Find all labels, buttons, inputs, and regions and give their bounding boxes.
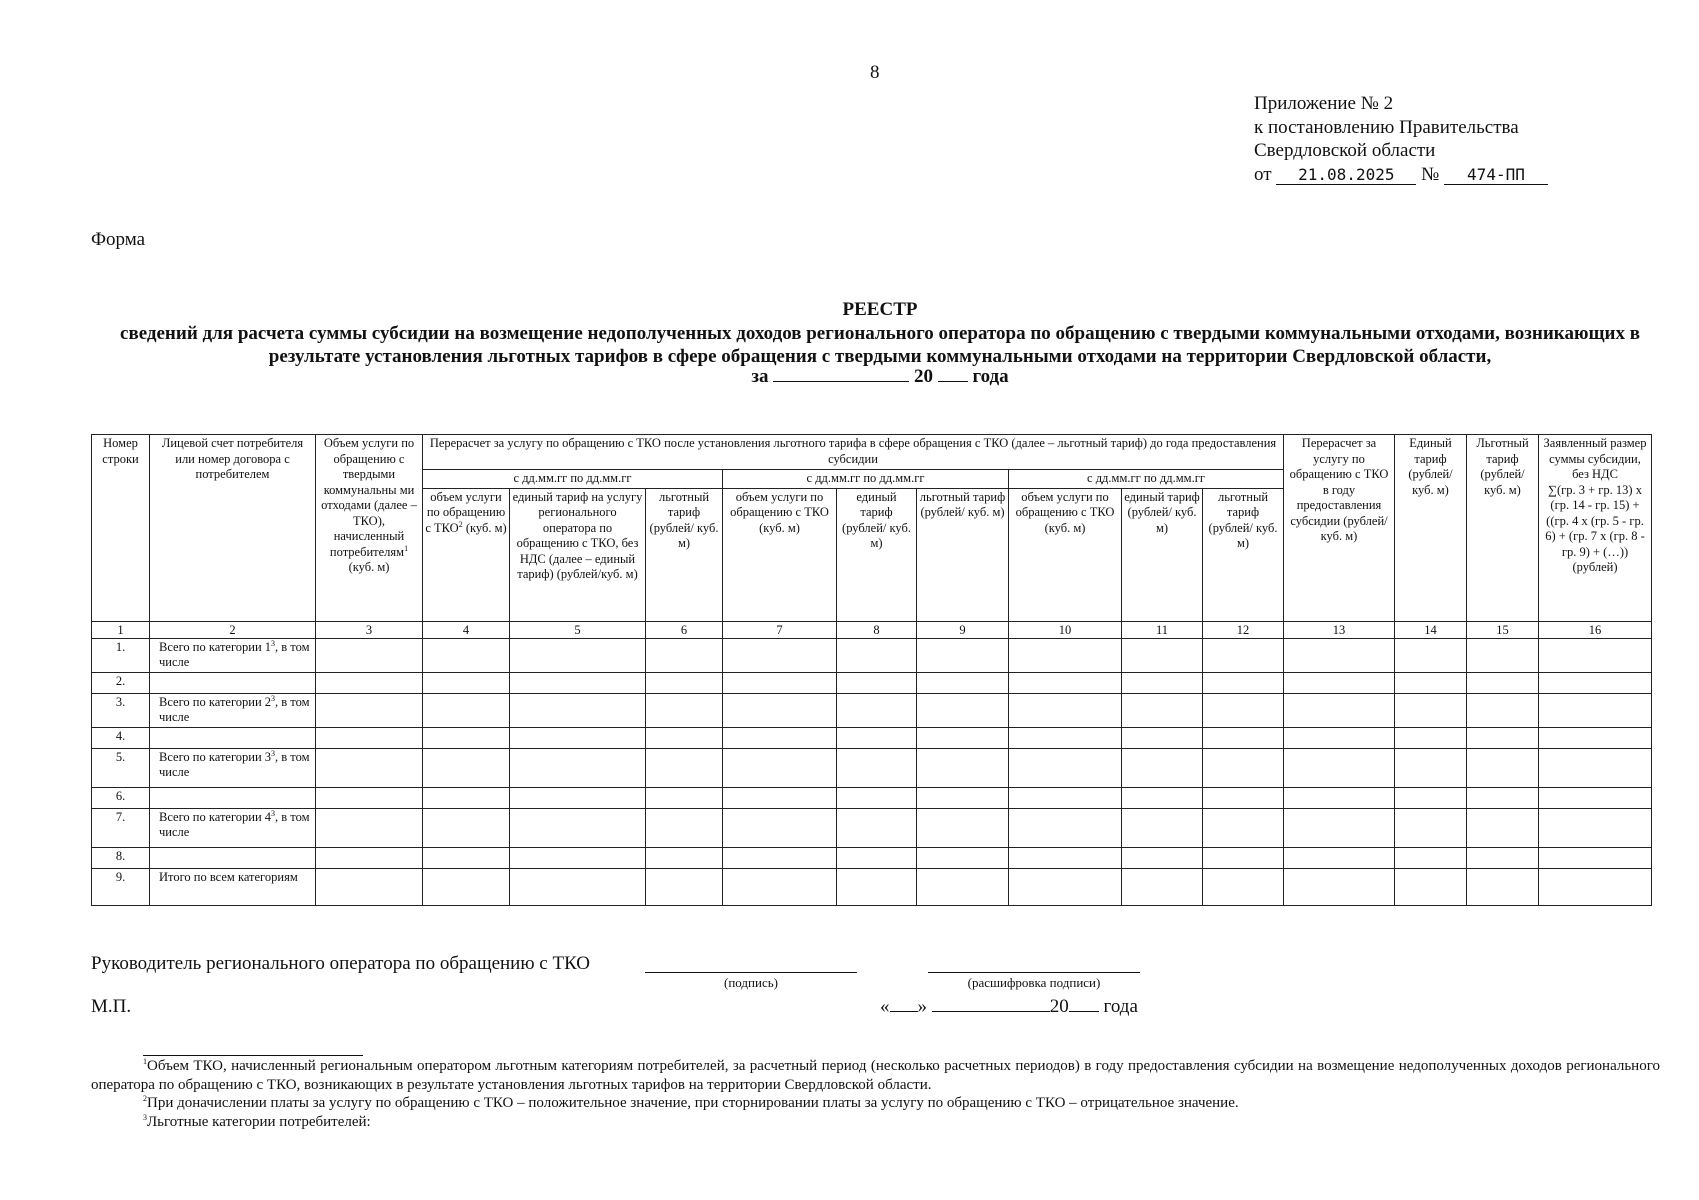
data-cell xyxy=(723,748,837,787)
data-cell xyxy=(837,727,917,748)
table-row xyxy=(92,672,1652,693)
data-cell xyxy=(1284,693,1395,727)
sub-header-volume: объем услуги по обращению с ТКО$^2$ (куб. м) xyxy=(423,488,510,621)
data-cell xyxy=(1203,672,1284,693)
data-cell xyxy=(423,808,510,847)
row-label-cell: Всего по категории $4^3$, в том числе xyxy=(150,808,316,847)
data-cell xyxy=(1009,808,1122,847)
data-cell xyxy=(316,808,423,847)
appendix-date-line xyxy=(1254,163,1548,187)
row-number-cell: 8. xyxy=(92,847,150,868)
data-cell xyxy=(1467,868,1539,905)
data-cell xyxy=(1395,672,1467,693)
data-cell xyxy=(1467,727,1539,748)
data-cell xyxy=(837,693,917,727)
period-year: 20 xyxy=(913,366,933,387)
data-cell xyxy=(1122,693,1203,727)
column-number: 4 xyxy=(423,621,510,638)
data-cell xyxy=(646,638,723,672)
sub-header-unified: единый тариф на услугу регионального оператора по обращению с ТКО, без НДС (далее – единый тариф) (рублей/куб. м) xyxy=(510,488,646,621)
row-label-cell: Итого по всем категориям xyxy=(150,868,316,905)
column-number: 7 xyxy=(723,621,837,638)
data-cell xyxy=(1203,748,1284,787)
column-number: 9 xyxy=(917,621,1009,638)
column-number: 8 xyxy=(837,621,917,638)
header-subsidy: Заявленный размер суммы субсидии, без НДС ∑(гр. 3 + гр. 13) x (гр. 14 - гр. 15) + ((гр. 4 x (гр. 5 - гр. 6) + (гр. 7 x (гр. 8 - гр. 9) + (…)) (рублей) xyxy=(1539,435,1652,622)
data-cell xyxy=(510,847,646,868)
data-cell xyxy=(837,787,917,808)
data-cell xyxy=(917,868,1009,905)
row-number-cell: 7. xyxy=(92,808,150,847)
number-prefix: № xyxy=(1421,163,1440,185)
data-cell xyxy=(1009,748,1122,787)
appendix-line-1: Приложение № 2 xyxy=(1254,93,1394,114)
table-row xyxy=(92,868,1652,905)
data-cell xyxy=(316,847,423,868)
table-row xyxy=(92,638,1652,672)
table-row xyxy=(92,808,1652,847)
column-number: 6 xyxy=(646,621,723,638)
column-number: 14 xyxy=(1395,621,1467,638)
footnote-2: $^2$При доначислении платы за услугу по обращению с ТКО – положительное значение, при сторнировании платы за услугу по обращению с ТКО – отрицательное значение. xyxy=(143,1094,1239,1111)
data-cell xyxy=(510,693,646,727)
table-row xyxy=(92,748,1652,787)
data-cell xyxy=(1122,868,1203,905)
footnotes xyxy=(91,1057,1660,1131)
header-unified-tariff: Единый тариф (рублей/ куб. м) xyxy=(1395,435,1467,622)
data-cell xyxy=(1122,847,1203,868)
header-recalc-year: Перерасчет за услугу по обращению с ТКО в году предоставления субсидии (рублей/ куб. м) xyxy=(1284,435,1395,622)
data-cell xyxy=(917,693,1009,727)
column-number: 2 xyxy=(150,621,316,638)
appendix-line-2: к постановлению Правительства xyxy=(1254,116,1519,138)
data-cell xyxy=(1539,787,1652,808)
data-cell xyxy=(423,748,510,787)
row-number-cell: 3. xyxy=(92,693,150,727)
data-cell xyxy=(723,868,837,905)
data-cell xyxy=(1539,868,1652,905)
data-cell xyxy=(1284,638,1395,672)
period-prefix: за xyxy=(751,366,769,387)
data-cell xyxy=(316,638,423,672)
sub-header-preferential: льготный тариф (рублей/ куб. м) xyxy=(1203,488,1284,621)
data-cell xyxy=(1122,808,1203,847)
data-cell xyxy=(510,808,646,847)
table-row xyxy=(92,787,1652,808)
table-row xyxy=(92,847,1652,868)
data-cell xyxy=(1467,847,1539,868)
table-row xyxy=(92,727,1652,748)
column-number: 10 xyxy=(1009,621,1122,638)
signature-line xyxy=(645,972,857,973)
data-cell xyxy=(1467,748,1539,787)
period-suffix: года xyxy=(972,366,1009,387)
data-cell xyxy=(510,672,646,693)
appendix-line-3: Свердловской области xyxy=(1254,140,1436,161)
data-cell xyxy=(1284,672,1395,693)
data-cell xyxy=(316,672,423,693)
data-cell xyxy=(1395,693,1467,727)
data-cell xyxy=(1009,868,1122,905)
data-cell xyxy=(1009,693,1122,727)
registry-period xyxy=(100,366,1660,388)
date-line: « » 20 года xyxy=(880,996,1138,1017)
appendix-block xyxy=(1254,92,1548,186)
row-number-cell: 2. xyxy=(92,672,150,693)
data-cell xyxy=(1009,638,1122,672)
data-cell xyxy=(1284,868,1395,905)
data-cell xyxy=(837,672,917,693)
data-cell xyxy=(917,638,1009,672)
data-cell xyxy=(316,787,423,808)
row-label-cell: Всего по категории $3^3$, в том числе xyxy=(150,748,316,787)
data-cell xyxy=(1203,847,1284,868)
column-number: 5 xyxy=(510,621,646,638)
data-cell xyxy=(1122,638,1203,672)
data-cell xyxy=(723,727,837,748)
footnote-rule xyxy=(143,1055,363,1056)
data-cell xyxy=(423,693,510,727)
column-number: 16 xyxy=(1539,621,1652,638)
data-cell xyxy=(510,638,646,672)
registry-heading xyxy=(100,298,1660,369)
data-cell xyxy=(423,847,510,868)
page-number: 8 xyxy=(870,62,880,83)
data-cell xyxy=(1203,638,1284,672)
row-label-cell: Всего по категории $2^3$, в том числе xyxy=(150,693,316,727)
period-header-3: с дд.мм.гг по дд.мм.гг xyxy=(1009,470,1284,489)
row-label-cell xyxy=(150,672,316,693)
data-cell xyxy=(1203,868,1284,905)
data-cell xyxy=(316,748,423,787)
data-cell xyxy=(917,787,1009,808)
data-cell xyxy=(316,727,423,748)
data-cell xyxy=(1539,748,1652,787)
seal-label: М.П. xyxy=(91,996,132,1017)
sub-header-unified: единый тариф (рублей/ куб. м) xyxy=(1122,488,1203,621)
column-numbers-row xyxy=(92,621,1652,638)
data-cell xyxy=(1284,727,1395,748)
form-label: Форма xyxy=(91,229,146,250)
data-cell xyxy=(646,693,723,727)
data-cell xyxy=(423,727,510,748)
sub-header-volume: объем услуги по обращению с ТКО (куб. м) xyxy=(723,488,837,621)
column-number: 11 xyxy=(1122,621,1203,638)
data-cell xyxy=(1395,787,1467,808)
row-label-cell xyxy=(150,847,316,868)
data-cell xyxy=(917,748,1009,787)
sub-header-volume: объем услуги по обращению с ТКО (куб. м) xyxy=(1009,488,1122,621)
footnote-1: $^1$Объем ТКО, начисленный региональным оператором льготным категориям потребителей, за расчетный период (несколько расчетных периодов) в году предоставления субсидии на возмещение недополученных доходов регионального оператора по обращению с ТКО, возникающих в результате установления льготных тарифов на территории Свердловской области. xyxy=(91,1057,1660,1093)
data-cell xyxy=(837,638,917,672)
data-cell xyxy=(1284,847,1395,868)
data-cell xyxy=(1009,672,1122,693)
decree-date: 21.08.2025 xyxy=(1276,165,1416,185)
data-cell xyxy=(1284,808,1395,847)
data-cell xyxy=(1539,638,1652,672)
data-cell xyxy=(1395,868,1467,905)
period-header-2: с дд.мм.гг по дд.мм.гг xyxy=(723,470,1009,489)
data-cell xyxy=(316,868,423,905)
data-cell xyxy=(1009,727,1122,748)
signature-decode-caption: (расшифровка подписи) xyxy=(967,975,1101,990)
row-number-cell: 1. xyxy=(92,638,150,672)
column-number: 15 xyxy=(1467,621,1539,638)
decree-number: 474-ПП xyxy=(1444,165,1548,185)
data-cell xyxy=(723,693,837,727)
table-row xyxy=(92,693,1652,727)
data-cell xyxy=(316,693,423,727)
column-number: 12 xyxy=(1203,621,1284,638)
header-volume: Объем услуги по обращению с твердыми коммунальны ми отходами (далее – ТКО), начисленный потребителям$^1$ (куб. м) xyxy=(316,435,423,622)
data-cell xyxy=(723,787,837,808)
data-cell xyxy=(510,748,646,787)
data-cell xyxy=(1467,693,1539,727)
data-cell xyxy=(917,672,1009,693)
sub-header-preferential: льготный тариф (рублей/ куб. м) xyxy=(917,488,1009,621)
column-number: 1 xyxy=(92,621,150,638)
footnote-3: $^3$Льготные категории потребителей: xyxy=(143,1112,371,1130)
data-cell xyxy=(423,868,510,905)
data-cell xyxy=(1395,727,1467,748)
data-cell xyxy=(1395,847,1467,868)
registry-table xyxy=(91,434,1652,906)
data-cell xyxy=(1539,672,1652,693)
data-cell xyxy=(917,727,1009,748)
data-cell xyxy=(646,868,723,905)
data-cell xyxy=(1467,787,1539,808)
registry-subtitle: сведений для расчета суммы субсидии на возмещение недополученных доходов регионального оператора по обращению с твердыми коммунальными отходами, возникающих в результате установления льготных тарифов в сфере обращения с твердыми коммунальными отходами на территории Свердловской области, xyxy=(120,322,1640,367)
data-cell xyxy=(423,672,510,693)
data-cell xyxy=(1122,748,1203,787)
header-recalc-group: Перерасчет за услугу по обращению с ТКО после установления льготного тарифа в сфере обращения с ТКО (далее – льготный тариф) до года предоставления субсидии xyxy=(423,435,1284,470)
data-cell xyxy=(1539,847,1652,868)
period-header-1: с дд.мм.гг по дд.мм.гг xyxy=(423,470,723,489)
row-number-cell: 6. xyxy=(92,787,150,808)
data-cell xyxy=(1467,808,1539,847)
data-cell xyxy=(723,672,837,693)
data-cell xyxy=(1122,727,1203,748)
data-cell xyxy=(1203,787,1284,808)
data-cell xyxy=(646,847,723,868)
data-cell xyxy=(1467,672,1539,693)
data-cell xyxy=(510,868,646,905)
row-label-cell xyxy=(150,727,316,748)
row-number-cell: 4. xyxy=(92,727,150,748)
data-cell xyxy=(646,727,723,748)
data-cell xyxy=(1203,808,1284,847)
data-cell xyxy=(1203,727,1284,748)
data-cell xyxy=(1009,847,1122,868)
data-cell xyxy=(837,808,917,847)
column-number: 3 xyxy=(316,621,423,638)
data-cell xyxy=(1395,808,1467,847)
data-cell xyxy=(1122,672,1203,693)
signatory-label: Руководитель регионального оператора по обращению с ТКО xyxy=(91,953,590,974)
sub-header-preferential: льготный тариф (рублей/ куб. м) xyxy=(646,488,723,621)
data-cell xyxy=(510,727,646,748)
data-cell xyxy=(917,847,1009,868)
data-cell xyxy=(1539,727,1652,748)
data-cell xyxy=(1467,638,1539,672)
data-cell xyxy=(917,808,1009,847)
data-cell xyxy=(723,847,837,868)
column-number: 13 xyxy=(1284,621,1395,638)
data-cell xyxy=(1539,808,1652,847)
data-cell xyxy=(646,748,723,787)
data-cell xyxy=(1395,638,1467,672)
data-cell xyxy=(723,638,837,672)
header-account: Лицевой счет потребителя или номер договора с потребителем xyxy=(150,435,316,622)
data-cell xyxy=(1009,787,1122,808)
data-cell xyxy=(510,787,646,808)
data-cell xyxy=(837,748,917,787)
data-cell xyxy=(423,787,510,808)
header-row-number: Номер строки xyxy=(92,435,150,622)
data-cell xyxy=(1539,693,1652,727)
registry-title: РЕЕСТР xyxy=(842,299,918,320)
data-cell xyxy=(1284,787,1395,808)
header-preferential-tariff: Льготный тариф (рублей/ куб. м) xyxy=(1467,435,1539,622)
data-cell xyxy=(1122,787,1203,808)
row-number-cell: 5. xyxy=(92,748,150,787)
data-cell xyxy=(423,638,510,672)
data-cell xyxy=(646,808,723,847)
data-cell xyxy=(723,808,837,847)
row-label-cell: Всего по категории $1^3$, в том числе xyxy=(150,638,316,672)
data-cell xyxy=(837,847,917,868)
data-cell xyxy=(646,672,723,693)
sub-header-unified: единый тариф (рублей/ куб. м) xyxy=(837,488,917,621)
data-cell xyxy=(1203,693,1284,727)
data-cell xyxy=(1284,748,1395,787)
date-prefix: от xyxy=(1254,163,1272,185)
signature-caption: (подпись) xyxy=(724,975,778,990)
data-cell xyxy=(1395,748,1467,787)
signature-decode-line xyxy=(928,972,1140,973)
data-cell xyxy=(646,787,723,808)
row-number-cell: 9. xyxy=(92,868,150,905)
row-label-cell xyxy=(150,787,316,808)
data-cell xyxy=(837,868,917,905)
